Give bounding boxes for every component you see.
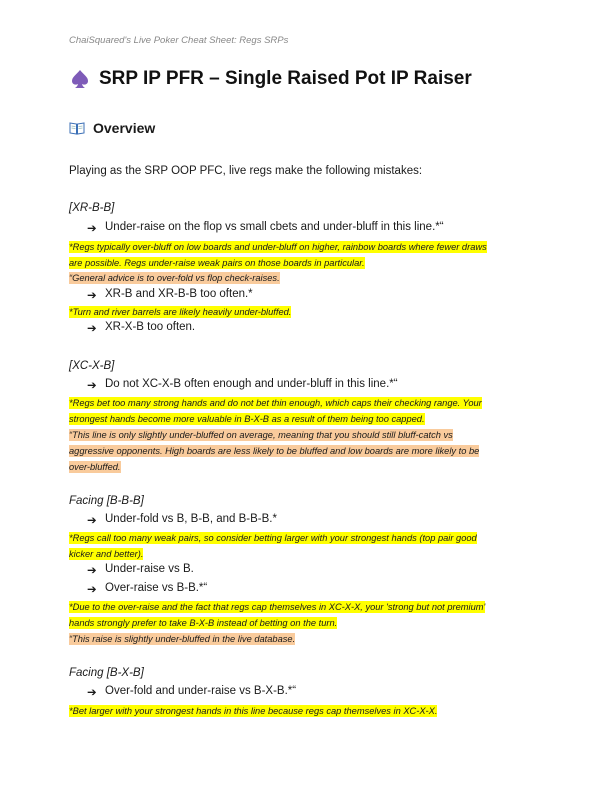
note-line: *Due to the over-raise and the fact that regs cap themselves in XC-X-X, your 'strong but not premium' bbox=[69, 602, 486, 612]
note-line: *Turn and river barrels are likely heavily under-bluffed. bbox=[69, 307, 292, 317]
bullet-text: Do not XC-X-B often enough and under-bluff in this line.*“ bbox=[105, 378, 398, 390]
note-line: “General advice is to over-fold vs flop check-raises. bbox=[69, 273, 280, 283]
note-orange bbox=[69, 631, 295, 647]
bullet-item bbox=[87, 288, 253, 302]
arrow-icon: ➔ bbox=[87, 515, 97, 527]
section-title-facing-b-x-b: Facing [B-X-B] bbox=[69, 667, 144, 679]
bullet-item bbox=[87, 563, 194, 577]
page-header: ChaiSquared's Live Poker Cheat Sheet: Regs SRPs bbox=[69, 35, 289, 46]
arrow-icon: ➔ bbox=[87, 584, 97, 596]
note-line: are possible. Regs under-raise weak pairs on those boards in particular. bbox=[69, 258, 365, 268]
intro-text: Playing as the SRP OOP PFC, live regs make the following mistakes: bbox=[69, 165, 423, 177]
arrow-icon: ➔ bbox=[87, 290, 97, 302]
bullet-item bbox=[87, 378, 398, 392]
note-line: *Regs call too many weak pairs, so consider betting larger with your strongest hands (top pair good bbox=[69, 533, 477, 543]
bullet-item bbox=[87, 513, 277, 527]
spade-icon bbox=[69, 68, 91, 90]
note-line: strongest hands become more valuable in B-X-B as a result of them being too capped. bbox=[69, 414, 425, 424]
note-yellow bbox=[69, 304, 291, 320]
bullet-text: Under-raise on the flop vs small cbets and under-bluff in this line.*“ bbox=[105, 221, 444, 233]
arrow-icon: ➔ bbox=[87, 323, 97, 335]
note-line: “This raise is slightly under-bluffed in the live database. bbox=[69, 634, 296, 644]
note-orange bbox=[69, 270, 280, 286]
note-yellow bbox=[69, 395, 482, 427]
section-title-facing-b-b-b: Facing [B-B-B] bbox=[69, 495, 144, 507]
note-line: over-bluffed. bbox=[69, 462, 121, 472]
note-orange bbox=[69, 427, 479, 475]
note-line: kicker and better). bbox=[69, 549, 144, 559]
note-line: *Regs bet too many strong hands and do not bet thin enough, which caps their checking range. Your bbox=[69, 398, 482, 408]
bullet-item bbox=[87, 582, 207, 596]
bullet-item bbox=[87, 321, 195, 335]
arrow-icon: ➔ bbox=[87, 380, 97, 392]
note-line: *Regs typically over-bluff on low boards and under-bluff on higher, rainbow boards where fewer draws bbox=[69, 242, 487, 252]
note-line: hands strongly prefer to take B-X-B instead of betting on the turn. bbox=[69, 618, 338, 628]
note-yellow bbox=[69, 530, 477, 562]
open-book-icon bbox=[69, 121, 85, 135]
bullet-text: XR-X-B too often. bbox=[105, 321, 196, 333]
page-title-text: SRP IP PFR – Single Raised Pot IP Raiser bbox=[99, 68, 472, 89]
arrow-icon: ➔ bbox=[87, 687, 97, 699]
note-line: “This line is only slightly under-bluffed on average, meaning that you should still bluff-catch vs bbox=[69, 430, 453, 440]
bullet-item bbox=[87, 221, 444, 235]
bullet-text: Over-raise vs B-B.*“ bbox=[105, 582, 208, 594]
overview-heading-text: Overview bbox=[93, 120, 156, 136]
bullet-text: Under-fold vs B, B-B, and B-B-B.* bbox=[105, 513, 277, 525]
bullet-text: XR-B and XR-B-B too often.* bbox=[105, 288, 253, 300]
arrow-icon: ➔ bbox=[87, 565, 97, 577]
note-yellow bbox=[69, 239, 487, 271]
note-line: *Bet larger with your strongest hands in this line because regs cap themselves in XC-X-X. bbox=[69, 706, 438, 716]
section-title-xr-b-b: [XR-B-B] bbox=[69, 202, 115, 214]
note-yellow bbox=[69, 599, 485, 631]
page-title bbox=[69, 68, 472, 90]
note-yellow bbox=[69, 703, 437, 719]
overview-heading bbox=[69, 120, 155, 136]
arrow-icon: ➔ bbox=[87, 223, 97, 235]
bullet-item bbox=[87, 685, 296, 699]
bullet-text: Over-fold and under-raise vs B-X-B.*“ bbox=[105, 685, 297, 697]
note-line: aggressive opponents. High boards are less likely to be bluffed and low boards are more likely to be bbox=[69, 446, 480, 456]
bullet-text: Under-raise vs B. bbox=[105, 563, 194, 575]
section-title-xc-x-b: [XC-X-B] bbox=[69, 360, 115, 372]
